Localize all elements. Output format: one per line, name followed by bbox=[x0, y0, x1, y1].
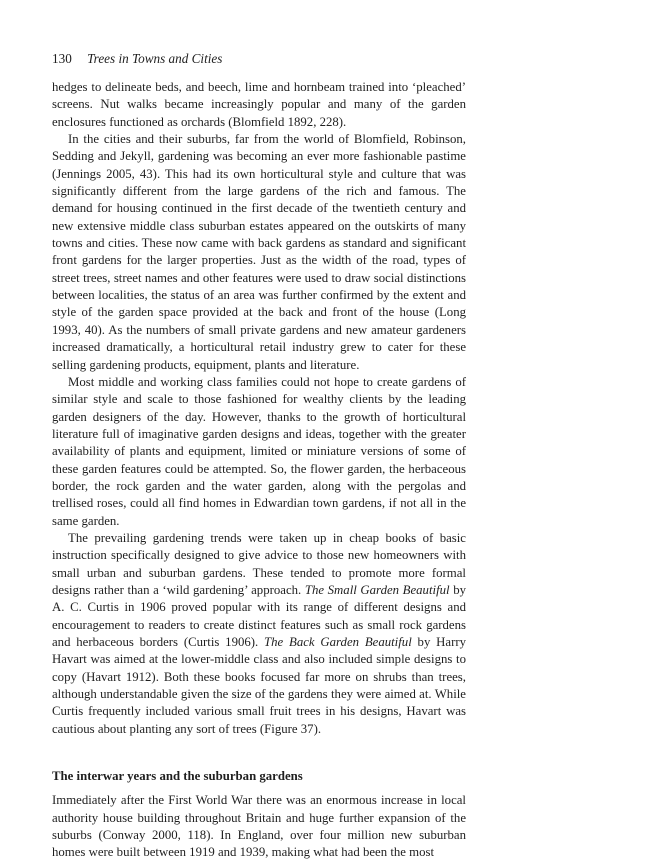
paragraph-city-gardening bbox=[52, 131, 466, 374]
paragraph-interwar bbox=[52, 792, 466, 861]
body-text bbox=[52, 79, 466, 862]
book-title-back-garden: The Back Garden Beautiful bbox=[264, 635, 412, 649]
paragraph-middle-class-gardens bbox=[52, 374, 466, 530]
paragraph-continuation bbox=[52, 79, 466, 131]
paragraph-text: The prevailing gardening trends were taken up in cheap books of basic instruction specifically designed to give advice to those new homeowners with small urban and suburban gardens. These tended to promote more formal designs rather than a ‘wild gardening’ approach. bbox=[52, 530, 466, 597]
section-heading: The interwar years and the suburban gardens bbox=[52, 769, 303, 784]
paragraph-text: by Harry Havart was aimed at the lower-middle class and also included simple designs to copy (Havart 1912). Both these books focused far more on shrubs than trees, although understandable given the size of the gardens they were aimed at. While Curtis frequently included various small fruit trees in his designs, Havart was cautious about planting any sort of trees (Figure 37). bbox=[52, 635, 466, 736]
paragraph-text: Immediately after the First World War there was an enormous increase in local authority house building throughout Britain and huge further expansion of the suburbs (Conway 2000, 118). In England, over four million new suburban homes were built between 1919 and 1939, making what had been the most bbox=[52, 793, 466, 860]
book-title-small-garden: The Small Garden Beautiful bbox=[304, 582, 450, 597]
paragraph-gardening-books bbox=[52, 530, 466, 738]
paragraph-text: Most middle and working class families could not hope to create gardens of similar style and scale to those fashioned for wealthy clients by the leading garden designers of the day. However, thanks to the growth of horticultural literature full of imaginative garden designs and ideas, together with the greater availability of plants and equipment, limited or miniature versions of some of these garden features could be attempted. So, the flower garden, the herbaceous border, the rock garden and the water garden, along with the pergolas and trellised roses, could all find homes in Edwardian town gardens, if not all in the same garden. bbox=[52, 374, 466, 528]
page-number: 130 bbox=[52, 51, 72, 66]
paragraph-text: hedges to delineate beds, and beech, lime and hornbeam trained into ‘pleached’ screens. Nut walks became increasingly popular and many of the garden enclosures functioned as orchards (Blomfield 1892, 228). bbox=[52, 80, 466, 129]
paragraph-text: by A. C. Curtis in 1906 proved popular with its range of different designs and encouragement to readers to create distinct features such as small rock gardens and herbaceous borders (Curtis 1906). bbox=[52, 582, 466, 649]
running-title: Trees in Towns and Cities bbox=[87, 51, 223, 66]
paragraph-text: In the cities and their suburbs, far from the world of Blomfield, Robinson, Sedding and Jekyll, gardening was becoming an ever more fashionable pastime (Jennings 2005, 43). This had its own horticultural style and culture that was significantly different from the large gardens of the rich and famous. The demand for housing continued in the first decade of the twentieth century and new extensive middle class suburban estates appeared on the outskirts of many towns and cities. These now came with back gardens as standard and significant front gardens for the larger properties. Just as the width of the road, types of street trees, street names and other features were used to draw social distinctions between localities, the status of an area was further confirmed by the extent and style of the garden space provided at the back and front of the house (Long 1993, 40). As the numbers of small private gardens and new amateur gardeners increased dramatically, a horticultural retail industry grew to cater for these selling gardening products, equipment, plants and literature. bbox=[52, 132, 466, 372]
running-head bbox=[52, 50, 222, 68]
